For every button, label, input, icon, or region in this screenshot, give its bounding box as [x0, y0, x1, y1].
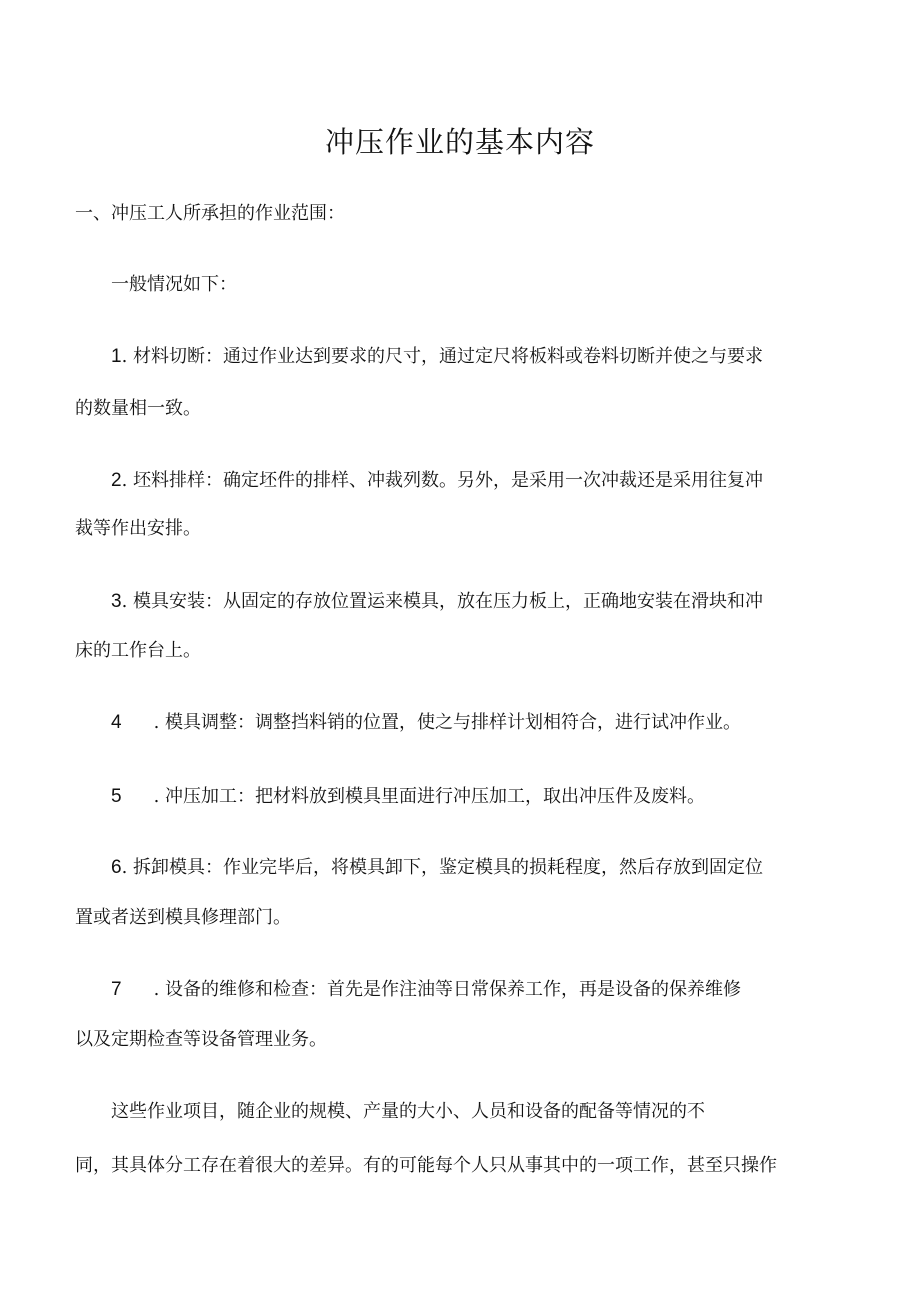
item-text: . 拆卸模具：作业完毕后，将模具卸下，鉴定模具的损耗程度，然后存放到固定位 — [121, 857, 764, 878]
list-item-5-line1 — [111, 784, 705, 810]
list-item-1-line1 — [111, 344, 763, 370]
list-item-6-line2: 置或者送到模具修理部门。 — [75, 907, 291, 928]
closing-paragraph-line2: 同，其具体分工存在着很大的差异。有的可能每个人只从事其中的一项工作，甚至只操作 — [75, 1155, 777, 1176]
document-title: 冲压作业的基本内容 — [324, 125, 595, 159]
item-number: 6 — [111, 857, 122, 878]
item-text: . 冲压加工：把材料放到模具里面进行冲压加工，取出冲压件及废料。 — [153, 786, 706, 807]
list-item-7-line1 — [111, 977, 741, 1003]
item-text: . 设备的维修和检查：首先是作注油等日常保养工作，再是设备的保养维修 — [153, 979, 742, 1000]
item-text: . 模具调整：调整挡料销的位置，使之与排样计划相符合，进行试冲作业。 — [153, 712, 742, 733]
item-text: . 模具安装：从固定的存放位置运来模具，放在压力板上，正确地安装在滑块和冲 — [121, 591, 764, 612]
item-number: 3 — [111, 591, 122, 612]
item-number: 2 — [111, 470, 122, 491]
list-item-6-line1 — [111, 855, 763, 881]
item-text: . 坯料排样：确定坯件的排样、冲裁列数。另外，是采用一次冲裁还是采用往复冲 — [121, 470, 764, 491]
section-heading: 一、冲压工人所承担的作业范围： — [75, 203, 345, 224]
item-number: 5 — [111, 786, 122, 807]
intro-text: 一般情况如下： — [111, 274, 237, 295]
list-item-4-line1 — [111, 710, 741, 736]
list-item-3-line2: 床的工作台上。 — [75, 640, 201, 661]
item-number: 4 — [111, 712, 122, 733]
list-item-1-line2: 的数量相一致。 — [75, 398, 201, 419]
closing-paragraph-line1: 这些作业项目，随企业的规模、产量的大小、人员和设备的配备等情况的不 — [111, 1101, 705, 1122]
list-item-3-line1 — [111, 589, 763, 615]
item-number: 7 — [111, 979, 122, 1000]
list-item-2-line2: 裁等作出安排。 — [75, 518, 201, 539]
list-item-2-line1 — [111, 468, 763, 494]
item-text: . 材料切断：通过作业达到要求的尺寸，通过定尺将板料或卷料切断并使之与要求 — [121, 346, 764, 367]
list-item-7-line2: 以及定期检查等设备管理业务。 — [75, 1029, 327, 1050]
item-number: 1 — [111, 346, 122, 367]
